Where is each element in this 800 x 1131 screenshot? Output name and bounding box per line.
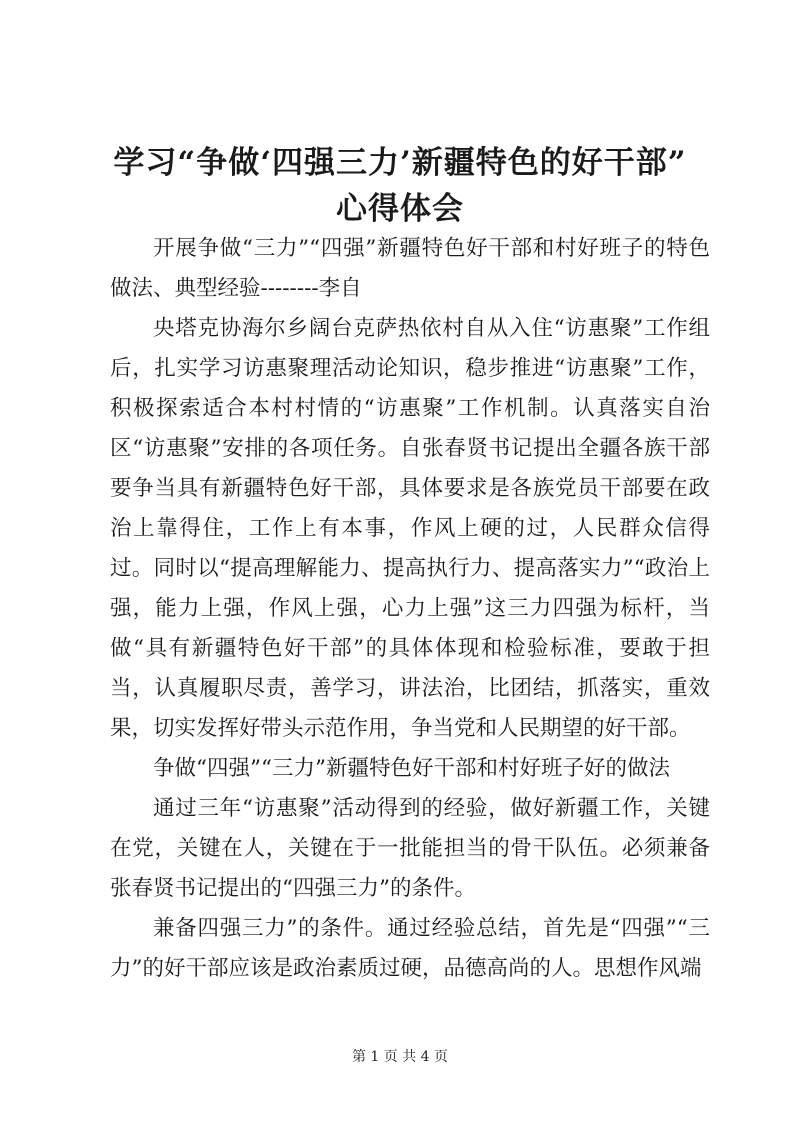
paragraph-conditions: 兼备四强三力”的条件。通过经验总结，首先是“四强”“三力”的好干部应该是政治素质过硬，品德高尚的人。思想作风端 [110, 916, 710, 981]
paragraph-heading-practices: 争做“四强”“三力”新疆特色好干部和村好班子好的做法 [153, 756, 670, 781]
document-title-line-2: 心得体会 [336, 191, 464, 227]
paragraph-intro: 开展争做“三力”“四强”新疆特色好干部和村好班子的特色做法、典型经验--------李自 [110, 236, 710, 301]
page-number-footer: 第 1 页 共 4 页 [351, 1049, 449, 1065]
document-title-line-1: 学习“争做‘四强三力’新疆特色的好干部” [113, 145, 687, 181]
paragraph-experience: 通过三年“访惠聚”活动得到的经验，做好新疆工作，关键在党，关键在人，关键在于一批能担当的骨干队伍。必须兼备张春贤书记提出的“四强三力”的条件。 [110, 796, 710, 901]
paragraph-background: 央塔克协海尔乡阔台克萨热依村自从入住“访惠聚”工作组后，扎实学习访惠聚理活动论知识，稳步推进“访惠聚”工作，积极探索适合本村村情的“访惠聚”工作机制。认真落实自治区“访惠聚”安排的各项任务。自张春贤书记提出全疆各族干部要争当具有新疆特色好干部，具体要求是各族党员干部要在政治上靠得住，工作上有本事，作风上硬的过，人民群众信得过。同时以“提高理解能力、提高执行力、提高落实力”“政治上强，能力上强，作风上强，心力上强”这三力四强为标杆，当做“具有新疆特色好干部”的具体体现和检验标准，要敢于担当，认真履职尽责，善学习，讲法治，比团结，抓落实，重效果，切实发挥好带头示范作用，争当党和人民期望的好干部。 [110, 316, 710, 741]
